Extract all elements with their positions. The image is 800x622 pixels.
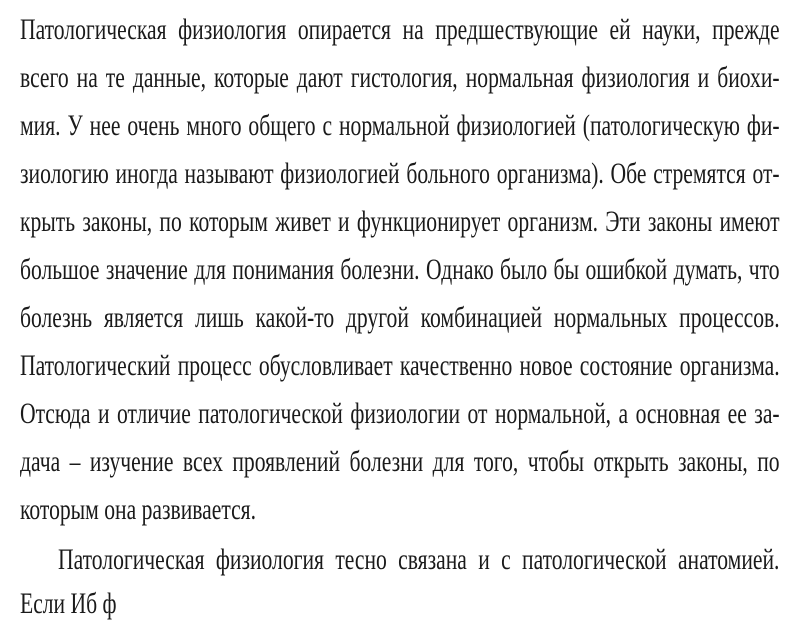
text-line-partial: Если Иб ф xyxy=(20,587,117,620)
text-line: болезнь является лишь какой-то другой комбинацией нормальных процессов. xyxy=(20,301,780,334)
text-line: Патологическая физиология тесно связана и с патологической анатомией. xyxy=(58,543,780,576)
text-line: дача – изучение всех проявлений болезни для того, чтобы открыть законы, по xyxy=(20,445,780,478)
text-line: зиологию иногда называют физиологией больного организма). Обе стремятся от- xyxy=(20,157,780,190)
text-line: мия. У нее очень много общего с нормальной физиологией (патологическую фи- xyxy=(20,109,780,142)
text-line: Патологический процесс обусловливает качественно новое состояние организма. xyxy=(20,349,780,382)
text-line: большое значение для понимания болезни. Однако было бы ошибкой думать, что xyxy=(20,253,780,286)
text-line: Отсюда и отличие патологической физиологии от нормальной, а основная ее за- xyxy=(20,397,780,430)
text-line: крыть законы, по которым живет и функционирует организм. Эти законы имеют xyxy=(20,205,780,238)
text-line: Патологическая физиология опирается на предшествующие ей науки, прежде xyxy=(20,13,780,46)
text-line: которым она развивается. xyxy=(20,493,256,526)
text-line: всего на те данные, которые дают гистология, нормальная физиология и биохи- xyxy=(20,61,780,94)
